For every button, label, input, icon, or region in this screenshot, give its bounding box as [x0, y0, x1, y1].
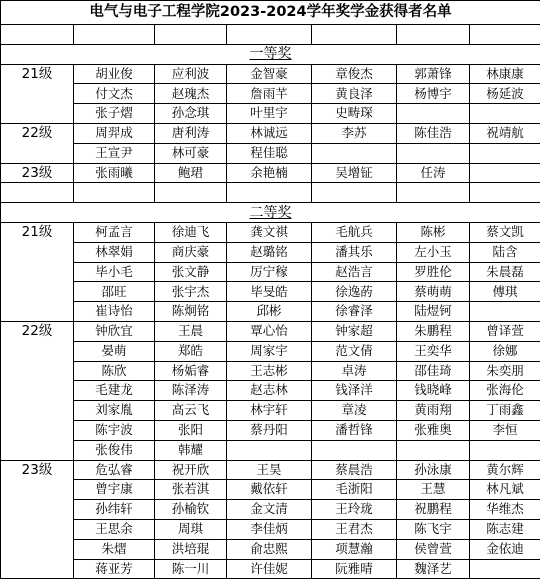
- recipient-name: 崔诗怡: [74, 302, 155, 322]
- recipient-name: 史畴琛: [312, 104, 397, 124]
- recipient-name: 李恒: [470, 420, 540, 440]
- empty-cell: [74, 25, 155, 45]
- recipient-name: 张雅奥: [397, 420, 470, 440]
- name-row: [1, 539, 540, 559]
- name-row: [1, 282, 540, 302]
- recipient-name: 覃心怡: [227, 321, 312, 341]
- name-row: [1, 123, 540, 143]
- name-row: [1, 361, 540, 381]
- recipient-name: 王玲珑: [312, 500, 397, 520]
- name-row: [1, 104, 540, 124]
- recipient-name: 戴依轩: [227, 480, 312, 500]
- name-row: [1, 163, 540, 183]
- empty-cell: [312, 440, 397, 460]
- recipient-name: 高云飞: [155, 401, 227, 421]
- recipient-name: 张雨曦: [74, 163, 155, 183]
- recipient-name: 毕小毛: [74, 262, 155, 282]
- name-row: [1, 262, 540, 282]
- recipient-name: 曾译萱: [470, 321, 540, 341]
- recipient-name: 丁雨鑫: [470, 401, 540, 421]
- recipient-name: 王昊: [227, 460, 312, 480]
- recipient-name: 张海伦: [470, 381, 540, 401]
- recipient-name: 徐娜: [470, 341, 540, 361]
- recipient-name: 任涛: [397, 163, 470, 183]
- recipient-name: 祝靖航: [470, 123, 540, 143]
- recipient-name: 范文倩: [312, 341, 397, 361]
- recipient-name: 左小玉: [397, 242, 470, 262]
- recipient-name: 危弘睿: [74, 460, 155, 480]
- award-level-heading: 一等奖: [1, 44, 540, 64]
- recipient-name: 邵旺: [74, 282, 155, 302]
- recipient-name: 周羿成: [74, 123, 155, 143]
- recipient-name: 金智豪: [227, 64, 312, 84]
- section-heading-row: [1, 44, 540, 64]
- recipient-name: 叶里宇: [227, 104, 312, 124]
- recipient-name: 毛建龙: [74, 381, 155, 401]
- recipient-name: 钟家超: [312, 321, 397, 341]
- recipient-name: 章俊杰: [312, 64, 397, 84]
- recipient-name: 朱晨磊: [470, 262, 540, 282]
- recipient-name: 毛浙阳: [312, 480, 397, 500]
- empty-cell: [227, 183, 312, 203]
- recipient-name: 李苏: [312, 123, 397, 143]
- grade-label: 21级: [1, 222, 74, 321]
- empty-cell: [1, 25, 74, 45]
- award-level-heading: 二等奖: [1, 203, 540, 223]
- name-row: [1, 321, 540, 341]
- recipient-name: 赵瑰杰: [155, 84, 227, 104]
- empty-cell: [74, 183, 155, 203]
- name-row: [1, 440, 540, 460]
- recipient-name: 林可豪: [155, 143, 227, 163]
- spacer-row: [1, 183, 540, 203]
- name-row: [1, 222, 540, 242]
- recipient-name: 黄雨翔: [397, 401, 470, 421]
- recipient-name: 陈炯铭: [155, 302, 227, 322]
- recipient-name: 唐利涛: [155, 123, 227, 143]
- recipient-name: 李佳炳: [227, 519, 312, 539]
- recipient-name: 王思余: [74, 519, 155, 539]
- empty-cell: [227, 25, 312, 45]
- recipient-name: 潘哲锋: [312, 420, 397, 440]
- recipient-name: 邱彬: [227, 302, 312, 322]
- recipient-name: 程佳聪: [227, 143, 312, 163]
- recipient-name: 王晨: [155, 321, 227, 341]
- recipient-name: 侯曾萱: [397, 539, 470, 559]
- recipient-name: 黄良泽: [312, 84, 397, 104]
- recipient-name: 周琪: [155, 519, 227, 539]
- recipient-name: 邵佳琦: [397, 361, 470, 381]
- recipient-name: 曾宇康: [74, 480, 155, 500]
- recipient-name: 陈彬: [397, 222, 470, 242]
- recipient-name: 王志彬: [227, 361, 312, 381]
- recipient-name: 杨延波: [470, 84, 540, 104]
- empty-cell: [470, 183, 540, 203]
- recipient-name: 黄尔辉: [470, 460, 540, 480]
- recipient-name: 王宣尹: [74, 143, 155, 163]
- sheet-title: 电气与电子工程学院2023-2024学年奖学金获得者名单: [1, 1, 540, 25]
- name-row: [1, 381, 540, 401]
- recipient-name: 余艳楠: [227, 163, 312, 183]
- recipient-name: 龚文祺: [227, 222, 312, 242]
- recipient-name: 徐迪飞: [155, 222, 227, 242]
- name-row: [1, 302, 540, 322]
- recipient-name: 孙纬轩: [74, 500, 155, 520]
- name-row: [1, 460, 540, 480]
- recipient-name: 詹雨芊: [227, 84, 312, 104]
- recipient-name: 林宇轩: [227, 401, 312, 421]
- recipient-name: 郭萧锋: [397, 64, 470, 84]
- recipient-name: 毛航兵: [312, 222, 397, 242]
- recipient-name: 蔡萌萌: [397, 282, 470, 302]
- recipient-name: 俞忠熙: [227, 539, 312, 559]
- recipient-name: 蒋亚芳: [74, 559, 155, 579]
- recipient-name: 林翠娟: [74, 242, 155, 262]
- recipient-name: 陈一川: [155, 559, 227, 579]
- grade-label: 23级: [1, 163, 74, 183]
- recipient-name: 魏泽艺: [397, 559, 470, 579]
- name-row: [1, 500, 540, 520]
- recipient-name: 陈宇波: [74, 420, 155, 440]
- empty-cell: [397, 104, 470, 124]
- empty-cell: [470, 104, 540, 124]
- recipient-name: 陈泽涛: [155, 381, 227, 401]
- recipient-name: 付文杰: [74, 84, 155, 104]
- empty-cell: [155, 25, 227, 45]
- recipient-name: 刘家胤: [74, 401, 155, 421]
- empty-cell: [397, 440, 470, 460]
- recipient-name: 鲍珺: [155, 163, 227, 183]
- empty-cell: [155, 183, 227, 203]
- recipient-name: 陈飞宇: [397, 519, 470, 539]
- name-row: [1, 519, 540, 539]
- recipient-name: 卓涛: [312, 361, 397, 381]
- spacer-row: [1, 25, 540, 45]
- recipient-name: 杨博宇: [397, 84, 470, 104]
- recipient-name: 毕旻皓: [227, 282, 312, 302]
- name-row: [1, 559, 540, 579]
- recipient-name: 陈佳浩: [397, 123, 470, 143]
- recipient-name: 杨姤睿: [155, 361, 227, 381]
- recipient-name: 朱鹏程: [397, 321, 470, 341]
- name-row: [1, 420, 540, 440]
- recipient-name: 祝鹏程: [397, 500, 470, 520]
- recipient-name: 朱奕朋: [470, 361, 540, 381]
- recipient-name: 晏萌: [74, 341, 155, 361]
- empty-cell: [312, 143, 397, 163]
- recipient-name: 王奕华: [397, 341, 470, 361]
- recipient-name: 陆煜钶: [397, 302, 470, 322]
- name-row: [1, 64, 540, 84]
- title-row: [1, 1, 540, 25]
- recipient-name: 林凡斌: [470, 480, 540, 500]
- recipient-name: 王慧: [397, 480, 470, 500]
- recipient-name: 潘其乐: [312, 242, 397, 262]
- recipient-name: 钟欣宜: [74, 321, 155, 341]
- grade-label: 23级: [1, 460, 74, 579]
- recipient-name: 徐逸菂: [312, 282, 397, 302]
- recipient-name: 许佳妮: [227, 559, 312, 579]
- recipient-name: 林诚远: [227, 123, 312, 143]
- recipient-name: 陆含: [470, 242, 540, 262]
- recipient-name: 赵璐铭: [227, 242, 312, 262]
- recipient-name: 傅琪: [470, 282, 540, 302]
- recipient-name: 张子熠: [74, 104, 155, 124]
- empty-cell: [397, 143, 470, 163]
- name-row: [1, 84, 540, 104]
- recipient-name: 张阳: [155, 420, 227, 440]
- name-row: [1, 401, 540, 421]
- recipient-name: 厉宁稼: [227, 262, 312, 282]
- name-row: [1, 341, 540, 361]
- grade-label: 22级: [1, 123, 74, 163]
- recipient-name: 阮雅晴: [312, 559, 397, 579]
- empty-cell: [470, 440, 540, 460]
- recipient-name: 韩耀: [155, 440, 227, 460]
- empty-cell: [312, 25, 397, 45]
- empty-cell: [397, 25, 470, 45]
- recipient-name: 张若淇: [155, 480, 227, 500]
- recipient-name: 孙念琪: [155, 104, 227, 124]
- recipient-name: 孙榆钦: [155, 500, 227, 520]
- recipient-name: 洪培琨: [155, 539, 227, 559]
- recipient-name: 赵志林: [227, 381, 312, 401]
- recipient-name: 周家宇: [227, 341, 312, 361]
- section-heading-row: [1, 203, 540, 223]
- recipient-name: 蔡晨浩: [312, 460, 397, 480]
- empty-cell: [312, 183, 397, 203]
- recipient-name: 钱晓峰: [397, 381, 470, 401]
- recipient-name: 王君杰: [312, 519, 397, 539]
- recipient-name: 商庆豪: [155, 242, 227, 262]
- name-row: [1, 242, 540, 262]
- recipient-name: 孙泳康: [397, 460, 470, 480]
- empty-cell: [1, 183, 74, 203]
- recipient-name: 祝开欣: [155, 460, 227, 480]
- recipient-name: 林康康: [470, 64, 540, 84]
- empty-cell: [227, 440, 312, 460]
- recipient-name: 胡业俊: [74, 64, 155, 84]
- recipient-name: 钱泽洋: [312, 381, 397, 401]
- name-row: [1, 480, 540, 500]
- empty-cell: [397, 183, 470, 203]
- empty-cell: [470, 302, 540, 322]
- recipient-name: 陈志建: [470, 519, 540, 539]
- grade-label: 21级: [1, 64, 74, 123]
- recipient-name: 徐睿泽: [312, 302, 397, 322]
- recipient-name: 章凌: [312, 401, 397, 421]
- recipient-name: 蔡文凯: [470, 222, 540, 242]
- name-row: [1, 143, 540, 163]
- recipient-name: 项慧瀚: [312, 539, 397, 559]
- recipient-name: 金依迪: [470, 539, 540, 559]
- empty-cell: [470, 559, 540, 579]
- recipient-name: 华维杰: [470, 500, 540, 520]
- recipient-name: 张文静: [155, 262, 227, 282]
- recipient-name: 赵浩言: [312, 262, 397, 282]
- grade-label: 22级: [1, 321, 74, 460]
- empty-cell: [470, 163, 540, 183]
- recipient-name: 蔡丹阳: [227, 420, 312, 440]
- recipient-name: 应利波: [155, 64, 227, 84]
- recipient-name: 张俊伟: [74, 440, 155, 460]
- empty-cell: [470, 143, 540, 163]
- recipient-name: 郑皓: [155, 341, 227, 361]
- recipient-name: 陈欣: [74, 361, 155, 381]
- recipient-name: 张宇杰: [155, 282, 227, 302]
- empty-cell: [470, 25, 540, 45]
- recipient-name: 金文清: [227, 500, 312, 520]
- recipient-name: 柯孟言: [74, 222, 155, 242]
- recipient-name: 罗胜伦: [397, 262, 470, 282]
- recipient-name: 朱熠: [74, 539, 155, 559]
- recipient-name: 吴增钲: [312, 163, 397, 183]
